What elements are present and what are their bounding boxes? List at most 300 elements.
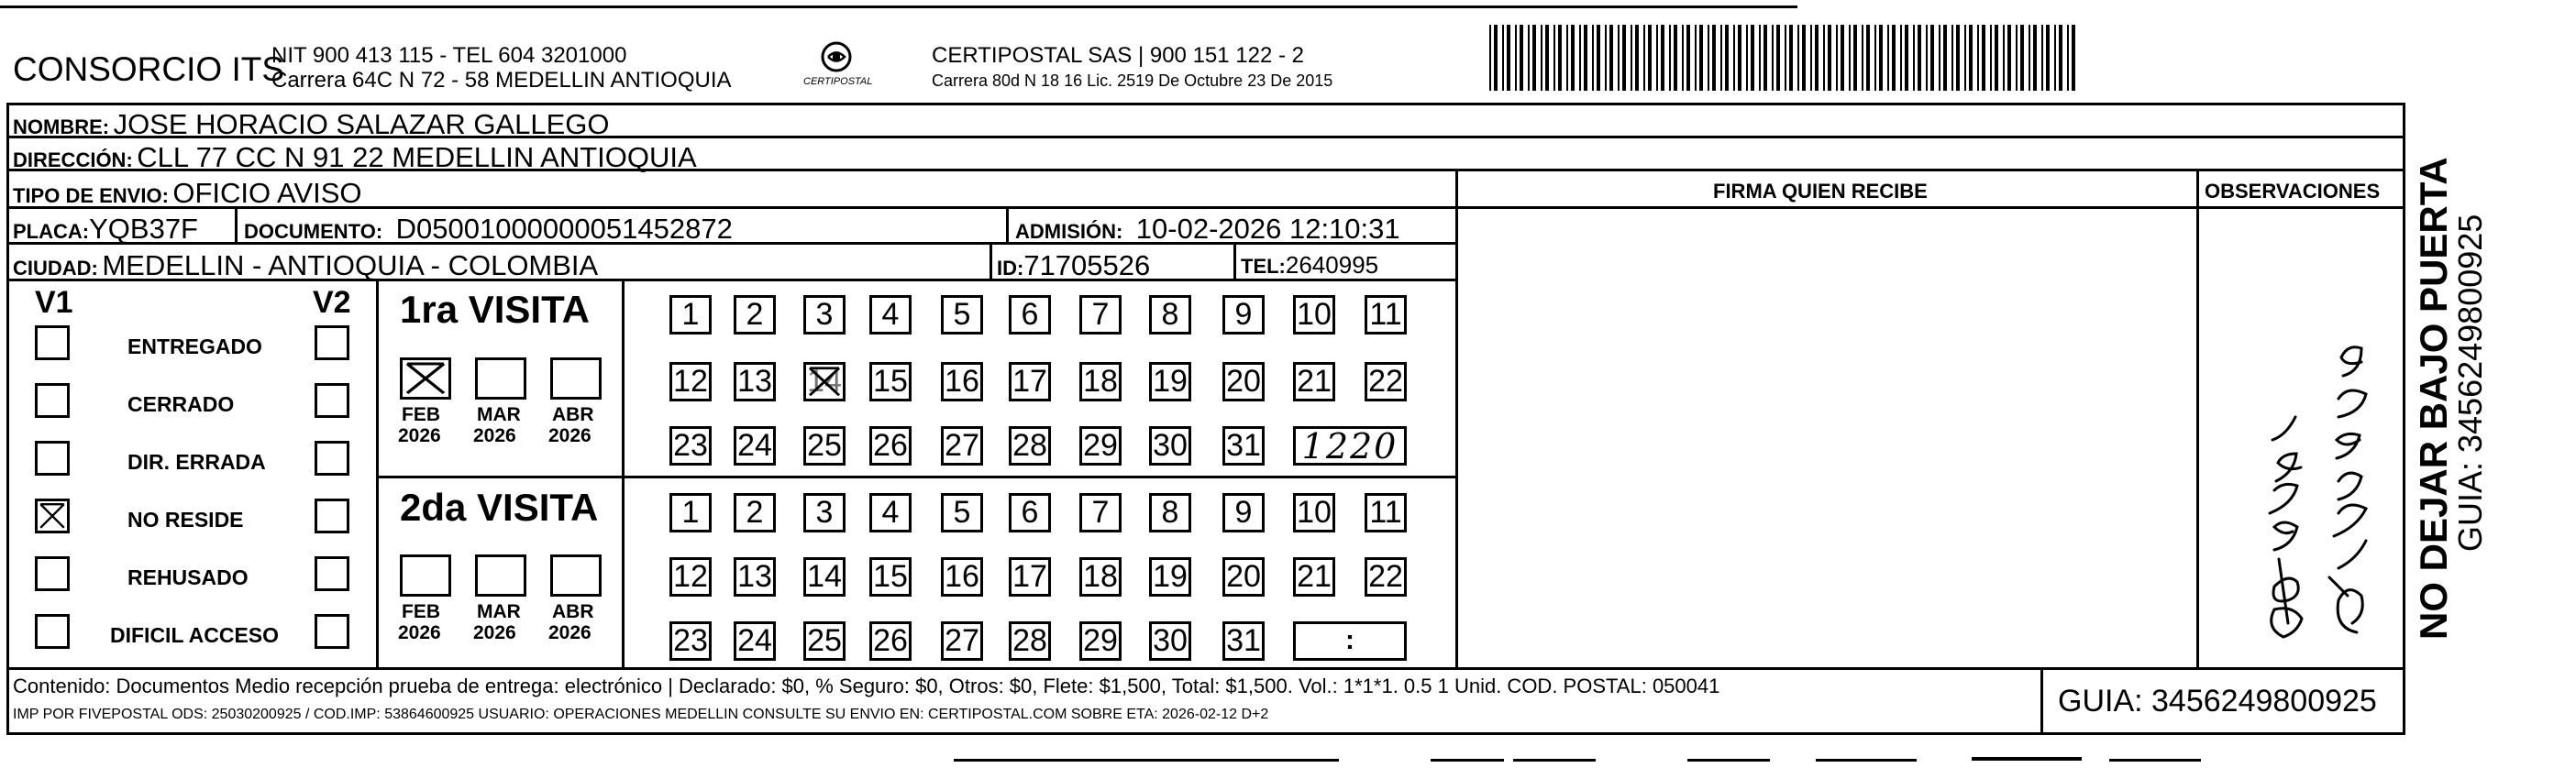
day-box[interactable]	[869, 362, 912, 401]
rule-3	[6, 206, 2405, 209]
barcode-bar	[1515, 25, 1517, 91]
barcode-bar	[1733, 25, 1735, 91]
barcode-bar	[1746, 25, 1748, 91]
barcode-bar	[1823, 25, 1825, 91]
barcode-bar	[1695, 25, 1697, 91]
day-box[interactable]	[941, 426, 983, 466]
barcode-bar	[2046, 25, 2050, 91]
firma-label: FIRMA QUIEN RECIBE	[1713, 180, 1928, 203]
day-number: 18	[1083, 364, 1118, 399]
barcode-bar	[1810, 25, 1812, 91]
id-value: 71705526	[1023, 249, 1151, 281]
day-number: 4	[881, 297, 900, 332]
barcode-bar	[2020, 25, 2024, 91]
day-box[interactable]	[669, 362, 712, 401]
month-checkbox[interactable]	[475, 357, 526, 400]
nombre-label: NOMBRE:	[13, 115, 110, 138]
barcode-bar	[1892, 25, 1896, 91]
day-box[interactable]	[803, 362, 846, 401]
rule-v-grid	[622, 279, 625, 668]
day-box[interactable]	[1079, 426, 1122, 466]
barcode-bar	[1905, 25, 1908, 91]
carrier-logo	[800, 40, 873, 95]
barcode-bar	[1566, 25, 1568, 91]
v1-checkbox[interactable]	[35, 441, 70, 476]
day-box[interactable]	[669, 295, 712, 335]
day-number: 26	[873, 623, 908, 658]
day-box[interactable]	[1222, 557, 1265, 597]
visit2-time-value: :	[1345, 625, 1354, 655]
barcode-bar	[1686, 25, 1690, 91]
v1-checkbox[interactable]	[35, 325, 70, 360]
barcode-bar	[1951, 25, 1953, 91]
day-box[interactable]	[869, 295, 912, 335]
barcode-bar	[1828, 25, 1831, 91]
form-frame	[6, 103, 2405, 735]
day-number: 31	[1226, 428, 1261, 463]
day-box[interactable]	[1009, 426, 1051, 466]
barcode-bar	[1622, 25, 1626, 91]
day-number: 12	[673, 364, 708, 399]
month-label: ABR	[552, 404, 594, 425]
barcode-bar	[1738, 25, 1741, 91]
placa-label: PLACA:	[13, 220, 90, 243]
barcode-bar	[1977, 25, 1979, 91]
barcode-bar	[1656, 25, 1658, 91]
barcode-bar	[1502, 25, 1504, 91]
check-mark-icon	[806, 365, 843, 399]
barcode-bar	[1969, 25, 1973, 91]
month-checkbox[interactable]	[550, 554, 602, 597]
day-number: 15	[873, 364, 908, 399]
v2-checkbox[interactable]	[315, 441, 349, 476]
carrier-name: CERTIPOSTAL SAS | 900 151 122 - 2	[932, 43, 1304, 68]
v1-checkbox[interactable]	[35, 499, 70, 533]
year-label: 2026	[398, 622, 441, 643]
day-number: 1	[681, 495, 700, 530]
footer-imp: IMP POR FIVEPOSTAL ODS: 25030200925 / COD.IMP: 53864600925 USUARIO: OPERACIONES MEDELLIN CONSULTE SU ENVIO EN: CERTIPOSTAL.COM SOBRE ETA: 2026-02-12 D+2	[13, 707, 1269, 722]
v2-checkbox[interactable]	[315, 383, 349, 418]
tipo-value: OFICIO AVISO	[172, 177, 362, 209]
day-number: 10	[1297, 297, 1332, 332]
day-number: 13	[737, 364, 772, 399]
barcode-bar	[1900, 25, 1902, 91]
reason-label: NO RESIDE	[127, 508, 244, 532]
sender-name: CONSORCIO ITS	[13, 50, 285, 88]
month-checkbox[interactable]	[475, 554, 526, 597]
side-warning: NO DEJAR BAJO PUERTA	[2412, 157, 2455, 640]
day-number: 11	[1369, 495, 1402, 530]
barcode-bar	[1930, 25, 1934, 91]
day-number: 30	[1153, 623, 1188, 658]
barcode-bar	[1836, 25, 1838, 91]
barcode-bar	[1558, 25, 1562, 91]
rule-v-placa	[235, 206, 238, 243]
side-guia: GUIA: 3456249800925	[2451, 214, 2489, 552]
top-border	[0, 5, 1797, 8]
month-label: FEB	[402, 601, 440, 622]
day-number: 5	[953, 495, 971, 530]
barcode-bar	[1631, 25, 1632, 91]
month-checkbox[interactable]	[400, 357, 451, 400]
day-box[interactable]	[1149, 493, 1191, 532]
barcode-bar	[1643, 25, 1645, 91]
barcode-bar	[1708, 25, 1709, 91]
v2-checkbox[interactable]	[315, 614, 349, 649]
day-box[interactable]	[1293, 557, 1335, 597]
barcode-bar	[1751, 25, 1754, 91]
day-number: 29	[1083, 623, 1118, 658]
v2-checkbox[interactable]	[315, 556, 349, 591]
barcode-bar	[1712, 25, 1716, 91]
day-box[interactable]	[1222, 493, 1265, 532]
day-box[interactable]	[1079, 362, 1122, 401]
barcode-bar	[1939, 25, 1940, 91]
day-number: 2	[746, 495, 764, 530]
id-label: ID:	[997, 257, 1024, 280]
v1-header: V1	[35, 285, 73, 320]
nombre-value: JOSE HORACIO SALAZAR GALLEGO	[113, 108, 610, 140]
day-number: 25	[807, 428, 842, 463]
footer-guia: GUIA: 3456249800925	[2058, 684, 2377, 719]
v1-checkbox[interactable]	[35, 383, 70, 418]
barcode-bar	[1776, 25, 1780, 91]
day-box[interactable]	[734, 621, 776, 661]
day-box[interactable]	[869, 426, 912, 466]
day-box[interactable]	[1009, 557, 1051, 597]
day-number: 13	[737, 559, 772, 594]
admision-label: ADMISIÓN:	[1015, 220, 1123, 243]
year-label: 2026	[398, 425, 441, 446]
barcode-bar	[1866, 25, 1870, 91]
barcode-bar	[2054, 25, 2056, 91]
barcode-bar	[1862, 25, 1863, 91]
day-box[interactable]	[1222, 362, 1265, 401]
barcode-bar	[1849, 25, 1851, 91]
barcode-bar	[1841, 25, 1844, 91]
barcode-bar	[1995, 25, 1998, 91]
day-box[interactable]	[1149, 621, 1191, 661]
barcode-bar	[1579, 25, 1581, 91]
day-box[interactable]	[1079, 295, 1122, 335]
day-box[interactable]	[869, 493, 912, 532]
barcode-bar	[1699, 25, 1703, 91]
rule-v-obs	[2196, 169, 2199, 668]
day-box[interactable]	[941, 362, 983, 401]
barcode-bar	[1879, 25, 1883, 91]
day-number: 5	[953, 297, 971, 332]
day-number: 16	[945, 559, 979, 594]
reason-label: DIR. ERRADA	[127, 450, 266, 474]
day-number: 14	[807, 559, 842, 594]
year-label: 2026	[473, 425, 516, 446]
barcode-bar	[1635, 25, 1639, 91]
barcode-bar	[1990, 25, 1992, 91]
day-number: 29	[1083, 428, 1118, 463]
day-number: 9	[1234, 297, 1253, 332]
barcode-bar	[1661, 25, 1664, 91]
barcode-bar	[1759, 25, 1761, 91]
day-number: 20	[1226, 559, 1261, 594]
day-box[interactable]	[1079, 493, 1122, 532]
day-number: 21	[1297, 559, 1332, 594]
day-box[interactable]	[803, 621, 846, 661]
day-box[interactable]	[941, 493, 983, 532]
barcode-bar	[1720, 25, 1722, 91]
barcode-bar	[1772, 25, 1774, 91]
day-number: 25	[807, 623, 842, 658]
day-box[interactable]	[803, 426, 846, 466]
barcode-bar	[1964, 25, 1966, 91]
barcode-bar	[2029, 25, 2030, 91]
day-box[interactable]	[1293, 295, 1335, 335]
reason-label: DIFICIL ACCESO	[110, 623, 280, 647]
day-box[interactable]	[1293, 362, 1335, 401]
day-number: 17	[1012, 559, 1047, 594]
day-box[interactable]	[669, 557, 712, 597]
v2-header: V2	[313, 285, 351, 320]
barcode-bar	[1926, 25, 1928, 91]
day-box[interactable]	[1293, 493, 1335, 532]
placa-value: YQB37F	[89, 213, 198, 245]
barcode-bar	[1797, 25, 1799, 91]
barcode-bar	[2033, 25, 2037, 91]
tel-label: TEL:	[1241, 255, 1286, 278]
day-box[interactable]	[1009, 493, 1051, 532]
barcode-bar	[1918, 25, 1921, 91]
day-number: 14	[807, 364, 842, 399]
day-number: 24	[737, 428, 772, 463]
day-box[interactable]	[1222, 426, 1265, 466]
day-box[interactable]	[669, 621, 712, 661]
day-box[interactable]	[734, 362, 776, 401]
barcode-bar	[1956, 25, 1960, 91]
day-number: 11	[1369, 297, 1402, 332]
day-number: 8	[1161, 495, 1179, 530]
v1-checkbox[interactable]	[35, 614, 70, 649]
observaciones-label: OBSERVACIONES	[2205, 180, 2381, 203]
visit2-title: 2da VISITA	[400, 486, 599, 529]
day-box[interactable]	[803, 493, 846, 532]
day-box[interactable]	[1009, 621, 1051, 661]
day-box[interactable]	[1149, 426, 1191, 466]
barcode-bar	[1785, 25, 1786, 91]
tipo-label: TIPO DE ENVIO:	[13, 184, 169, 207]
barcode-bar	[1815, 25, 1819, 91]
day-number: 19	[1153, 364, 1188, 399]
day-box[interactable]	[869, 557, 912, 597]
month-label: ABR	[552, 601, 594, 622]
day-number: 19	[1153, 559, 1188, 594]
barcode-bar	[1592, 25, 1594, 91]
day-box[interactable]	[1222, 295, 1265, 335]
day-box[interactable]	[1079, 557, 1122, 597]
reason-label: ENTREGADO	[127, 335, 262, 358]
visit1-time-box[interactable]	[1293, 426, 1407, 466]
reason-label: CERRADO	[127, 392, 235, 416]
day-box[interactable]	[1149, 362, 1191, 401]
day-number: 8	[1161, 297, 1179, 332]
barcode-bar	[1802, 25, 1806, 91]
day-box[interactable]	[1009, 362, 1051, 401]
barcode-bar	[1609, 25, 1613, 91]
month-checkbox[interactable]	[550, 357, 602, 400]
barcode-bar	[1725, 25, 1729, 91]
barcode-bar	[1584, 25, 1587, 91]
day-number: 2	[746, 297, 764, 332]
month-label: FEB	[402, 404, 440, 425]
sender-address: Carrera 64C N 72 - 58 MEDELLIN ANTIOQUIA	[271, 68, 732, 93]
bottom-marks	[0, 755, 2576, 768]
year-label: 2026	[548, 425, 591, 446]
day-box[interactable]	[669, 493, 712, 532]
day-number: 22	[1368, 559, 1403, 594]
rule-v-footer-guia	[2040, 667, 2043, 735]
day-number: 4	[881, 495, 900, 530]
check-mark-icon	[403, 360, 448, 397]
barcode-bar	[1682, 25, 1684, 91]
day-box[interactable]	[734, 426, 776, 466]
day-box[interactable]	[734, 493, 776, 532]
barcode-bar	[1648, 25, 1652, 91]
rule-v-tel	[1233, 242, 1236, 279]
day-number: 24	[737, 623, 772, 658]
barcode-bar	[1489, 25, 1491, 91]
barcode-bar	[1763, 25, 1767, 91]
day-number: 30	[1153, 428, 1188, 463]
tel-value: 2640995	[1285, 251, 1379, 279]
reason-label: REHUSADO	[127, 565, 249, 589]
day-box[interactable]	[1149, 295, 1191, 335]
visit1-title: 1ra VISITA	[400, 288, 590, 331]
rule-v-firma	[1455, 169, 1458, 668]
visit2-time-box[interactable]	[1293, 621, 1407, 661]
barcode-bar	[1943, 25, 1947, 91]
day-number: 6	[1021, 495, 1039, 530]
day-number: 23	[673, 623, 708, 658]
barcode-bar	[1789, 25, 1793, 91]
v2-checkbox[interactable]	[315, 325, 349, 360]
day-number: 27	[945, 623, 979, 658]
day-number: 6	[1021, 297, 1039, 332]
day-box[interactable]	[1009, 295, 1051, 335]
day-number: 26	[873, 428, 908, 463]
barcode-bar	[2041, 25, 2043, 91]
day-box[interactable]	[1149, 557, 1191, 597]
day-number: 21	[1297, 364, 1332, 399]
day-box[interactable]	[869, 621, 912, 661]
day-number: 3	[815, 297, 834, 332]
day-box[interactable]	[734, 557, 776, 597]
observaciones-handwriting	[2219, 220, 2403, 651]
check-mark-icon	[38, 501, 67, 531]
barcode-bar	[1913, 25, 1915, 91]
rule-v-visit	[376, 279, 379, 668]
barcode-bar	[1853, 25, 1857, 91]
day-box[interactable]	[1079, 621, 1122, 661]
barcode-bar	[2067, 25, 2069, 91]
carrier-address: Carrera 80d N 18 16 Lic. 2519 De Octubre 23 De 2015	[932, 71, 1333, 90]
day-box[interactable]	[941, 621, 983, 661]
barcode-bar	[1553, 25, 1555, 91]
ciudad-value: MEDELLIN - ANTIOQUIA - COLOMBIA	[102, 249, 599, 281]
day-box[interactable]	[734, 295, 776, 335]
barcode-bar	[2016, 25, 2018, 91]
direccion-label: DIRECCIÓN:	[13, 148, 133, 171]
day-number: 28	[1012, 428, 1047, 463]
carrier-logo-text: CERTIPOSTAL	[803, 76, 873, 87]
year-label: 2026	[548, 622, 591, 643]
day-box[interactable]	[1365, 295, 1407, 335]
day-number: 9	[1234, 495, 1253, 530]
barcode-bar	[1618, 25, 1620, 91]
barcode-bar	[2003, 25, 2005, 91]
barcode-bar	[1669, 25, 1671, 91]
day-number: 3	[815, 495, 834, 530]
day-number: 12	[673, 559, 708, 594]
barcode-bar	[1545, 25, 1549, 91]
day-number: 7	[1091, 495, 1110, 530]
month-checkbox[interactable]	[400, 554, 451, 597]
admision-value: 10-02-2026 12:10:31	[1135, 213, 1400, 245]
day-number: 31	[1226, 623, 1261, 658]
day-number: 20	[1226, 364, 1261, 399]
documento-value: D05001000000051452872	[395, 213, 733, 245]
day-number: 15	[873, 559, 908, 594]
direccion-value: CLL 77 CC N 91 22 MEDELLIN ANTIOQUIA	[137, 141, 697, 173]
v2-checkbox[interactable]	[315, 499, 349, 533]
v1-checkbox[interactable]	[35, 556, 70, 591]
barcode-bar	[1887, 25, 1889, 91]
barcode-bar	[1597, 25, 1600, 91]
day-number: 18	[1083, 559, 1118, 594]
day-box[interactable]	[1222, 621, 1265, 661]
barcode-bar	[2059, 25, 2062, 91]
day-box[interactable]	[941, 557, 983, 597]
barcode-bar	[1874, 25, 1876, 91]
day-number: 10	[1297, 495, 1332, 530]
day-number: 22	[1368, 364, 1403, 399]
day-box[interactable]	[669, 426, 712, 466]
barcode	[1487, 25, 2084, 91]
day-box[interactable]	[803, 295, 846, 335]
visit1-time-value: 1220	[1301, 426, 1399, 466]
barcode-bar	[1541, 25, 1542, 91]
day-box[interactable]	[1365, 557, 1407, 597]
day-box[interactable]	[1365, 362, 1407, 401]
day-number: 7	[1091, 297, 1110, 332]
barcode-bar	[1520, 25, 1523, 91]
barcode-bar	[2007, 25, 2011, 91]
carrier-logo-icon	[800, 40, 873, 95]
footer-contenido: Contenido: Documentos Medio recepción prueba de entrega: electrónico | Declarado: $0, % Seguro: $0, Otros: $0, Flete: $1,500, Total: $1,500. Vol.: 1*1*1. 0.5 1 Unid. COD. POSTAL: 050041	[13, 675, 1720, 697]
sender-nit: NIT 900 413 115 - TEL 604 3201000	[271, 43, 627, 68]
barcode-bar	[1494, 25, 1498, 91]
rule-v-admision	[1006, 206, 1009, 243]
month-label: MAR	[477, 601, 521, 622]
rule-v-id	[989, 242, 992, 279]
day-number: 16	[945, 364, 979, 399]
documento-label: DOCUMENTO:	[244, 220, 383, 243]
day-box[interactable]	[941, 295, 983, 335]
barcode-bar	[1605, 25, 1607, 91]
month-label: MAR	[477, 404, 521, 425]
barcode-bar	[1674, 25, 1677, 91]
day-box[interactable]	[803, 557, 846, 597]
day-box[interactable]	[1365, 493, 1407, 532]
year-label: 2026	[473, 622, 516, 643]
day-number: 1	[681, 297, 700, 332]
